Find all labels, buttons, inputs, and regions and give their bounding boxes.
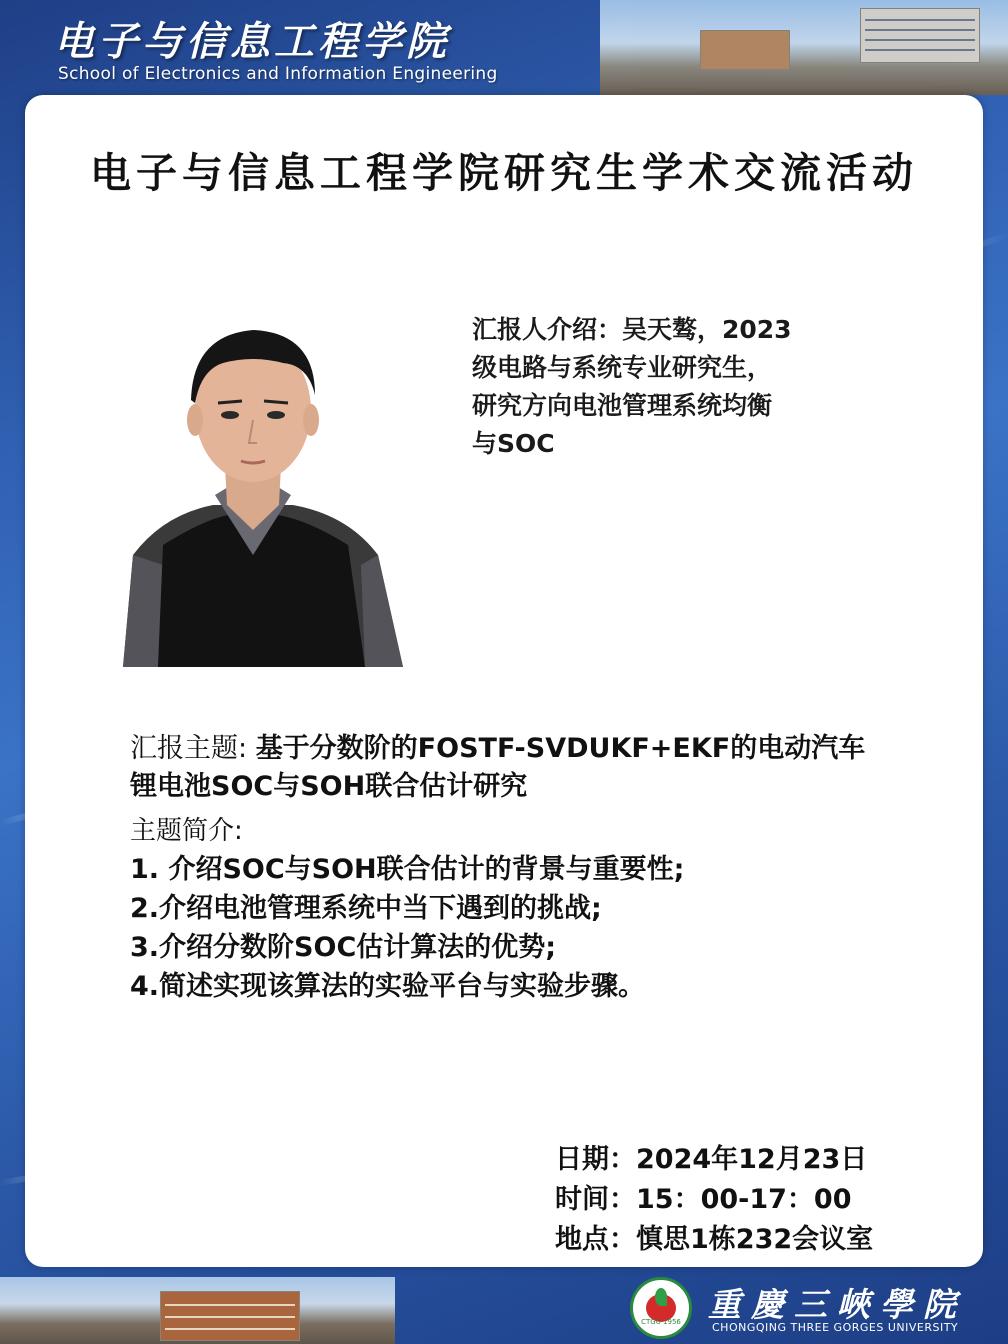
page-title: 电子与信息工程学院研究生学术交流活动 [90, 149, 918, 197]
school-name-cn: 电子与信息工程学院 [54, 18, 450, 65]
event-info [555, 1140, 873, 1260]
summary-list [130, 850, 890, 1006]
building-graphic [860, 8, 980, 63]
logo-leaf-icon [655, 1288, 667, 1306]
building-graphic [700, 30, 790, 70]
building-graphic [160, 1291, 300, 1341]
campus-photo-top [600, 0, 1008, 95]
school-name-en: School of Electronics and Information Engineering [58, 64, 498, 84]
summary-item: 1. 介绍SOC与SOH联合估计的背景与重要性; [130, 854, 685, 885]
speaker-photo [103, 315, 403, 667]
speaker-intro-line: 研究方向电池管理系统均衡 [472, 391, 773, 420]
speaker-intro-line: 汇报人介绍：吴天骜，2023 [472, 315, 792, 344]
report-topic [130, 730, 875, 806]
summary-label: 主题简介: [130, 816, 243, 846]
speaker-intro [472, 311, 867, 463]
university-name-en: CHONGQING THREE GORGES UNIVERSITY [712, 1321, 959, 1334]
footer-banner [0, 1267, 1008, 1344]
content-card [25, 95, 983, 1267]
report-topic-text: 基于分数阶的FOSTF-SVDUKF+EKF的电动汽车锂电池SOC与SOH联合估计研究 [130, 733, 866, 802]
event-place: 地点：慎思1栋232会议室 [555, 1224, 874, 1255]
summary-item: 2.介绍电池管理系统中当下遇到的挑战; [130, 893, 602, 924]
speaker-intro-line: 级电路与系统专业研究生， [472, 353, 773, 382]
report-topic-label: 汇报主题: [130, 733, 256, 764]
event-time: 时间：15：00-17：00 [555, 1184, 852, 1215]
event-date: 日期：2024年12月23日 [555, 1144, 868, 1175]
logo-text: CTGU 1956 [641, 1318, 681, 1326]
speaker-intro-line: 与SOC [472, 429, 555, 458]
campus-photo-bottom [0, 1277, 395, 1344]
university-name-cn: 重慶三峽學院 [708, 1285, 966, 1324]
header-banner [0, 0, 1008, 95]
university-logo [630, 1277, 692, 1339]
summary-item: 4.简述实现该算法的实验平台与实验步骤。 [130, 971, 646, 1002]
speaker-portrait-graphic [103, 315, 403, 667]
summary-item: 3.介绍分数阶SOC估计算法的优势; [130, 932, 557, 963]
